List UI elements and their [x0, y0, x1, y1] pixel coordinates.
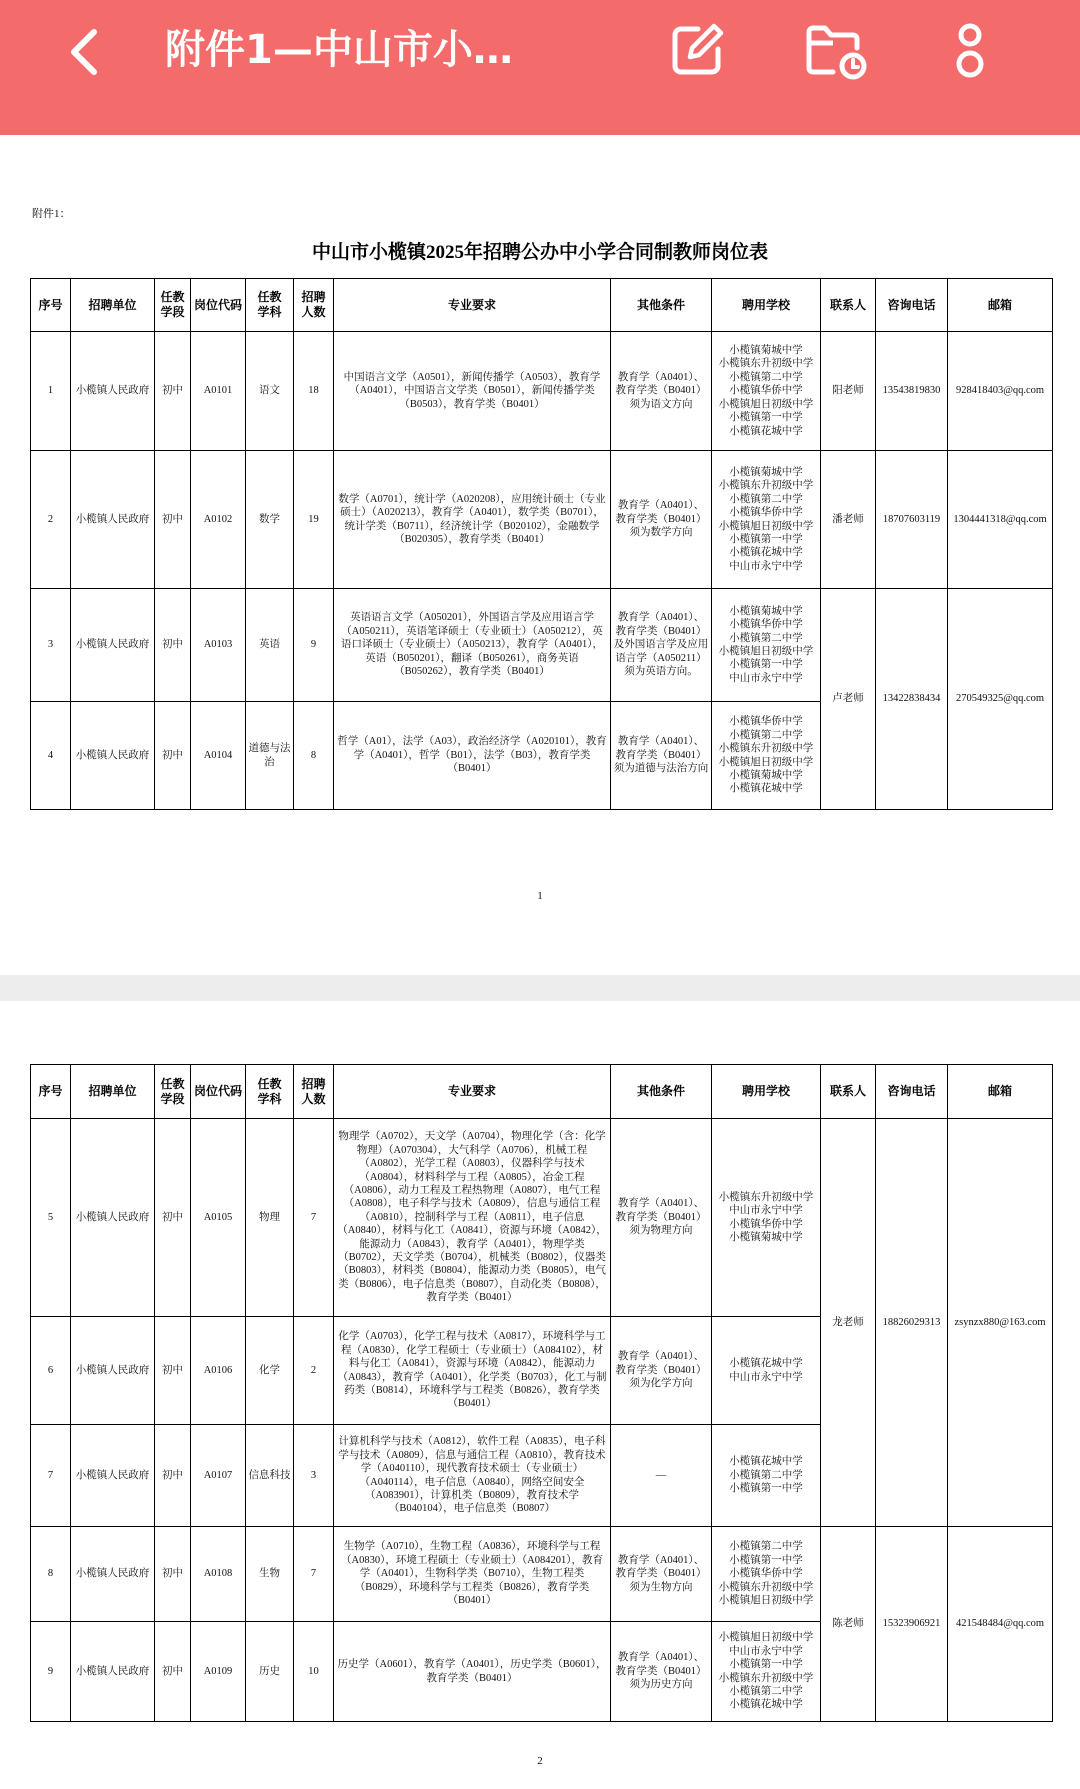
teaching-level: 初中 [155, 1425, 191, 1527]
school-item: 小榄镇菊城中学 [729, 769, 803, 781]
more-button[interactable] [954, 20, 986, 82]
teaching-subject: 历史 [246, 1622, 294, 1722]
hiring-schools [712, 1317, 821, 1425]
column-header-phone: 咨询电话 [876, 1065, 948, 1119]
school-item: 小榄镇菊城中学 [729, 1231, 803, 1243]
column-header-count: 招聘 人数 [294, 1065, 334, 1119]
recruiting-unit: 小榄镇人民政府 [71, 1119, 155, 1317]
major-requirements: 历史学（A0601），教育学（A0401），历史学类（B0601），教育学类（B0401） [334, 1622, 611, 1722]
school-item: 小榄镇花城中学 [729, 783, 803, 795]
position-code: A0109 [191, 1622, 246, 1722]
position-code: A0101 [191, 332, 246, 451]
position-code: A0102 [191, 451, 246, 589]
column-header-code: 岗位代码 [191, 1065, 246, 1119]
school-item: 小榄镇华侨中学 [729, 716, 803, 728]
page-separator [0, 975, 1080, 1001]
pdf-page-2 [0, 1001, 1080, 1789]
major-requirements: 生物学（A0710），生物工程（A0836），环境科学与工程（A0830），环境工程硕士（专业硕士）（A084201），教育学（A0401），生物科学类（B0710），生物工程类（B0829），环境科学与工程类（B0826），教育学类（B0401） [334, 1527, 611, 1622]
major-requirements: 计算机科学与技术（A0812），软件工程（A0835），电子科学与技术（A0809），信息与通信工程（A0810），教育技术学（A040110），现代教育技术硕士（专业硕士）（A040114），电子信息（A0840），网络空间安全（A083901），计算机类（B0809），教育技术学（B040104），电子信息类（B0807） [334, 1425, 611, 1527]
column-header-schools: 聘用学校 [712, 279, 821, 332]
teaching-subject: 道德与法治 [246, 702, 294, 810]
row-index: 8 [31, 1527, 71, 1622]
teaching-level: 初中 [155, 1622, 191, 1722]
position-code: A0108 [191, 1527, 246, 1622]
contact-person: 阳老师 [821, 332, 876, 451]
column-header-majors: 专业要求 [334, 1065, 611, 1119]
school-item: 小榄镇第二中学 [729, 1469, 803, 1481]
school-item: 小榄镇花城中学 [729, 425, 803, 437]
column-header-contact: 联系人 [821, 279, 876, 332]
row-index: 9 [31, 1622, 71, 1722]
school-item: 小榄镇菊城中学 [729, 466, 803, 478]
table-row [31, 1527, 1053, 1622]
position-code: A0107 [191, 1425, 246, 1527]
school-item: 小榄镇旭日初级中学 [718, 1632, 814, 1644]
back-arrow-icon [62, 26, 106, 78]
school-item: 小榄镇东升初级中学 [718, 1672, 814, 1684]
hiring-schools [712, 589, 821, 702]
school-item: 小榄镇旭日初级中学 [718, 646, 814, 657]
other-conditions: 教育学（A0401）、教育学类（B0401）须为语文方向 [611, 332, 712, 451]
major-requirements: 化学（A0703），化学工程与技术（A0817），环境科学与工程（A0830），化学工程硕士（专业硕士）（A084102），材料与化工（A0841），资源与环境（A0842），能源动力（A0843），教育学（A0401），化学类（B0703），化工与制药类（B0814），环境科学与工程类（B0826），教育学类（B0401） [334, 1317, 611, 1425]
contact-email: 270549325@qq.com [948, 589, 1053, 810]
column-header-phone: 咨询电话 [876, 279, 948, 332]
contact-person: 潘老师 [821, 451, 876, 589]
school-item: 小榄镇旭日初级中学 [718, 398, 814, 410]
other-conditions: 教育学（A0401）、教育学类（B0401）须为历史方向 [611, 1622, 712, 1722]
column-header-unit: 招聘单位 [71, 1065, 155, 1119]
table-row [31, 332, 1053, 451]
contact-phone: 18826029313 [876, 1119, 948, 1527]
teaching-subject: 物理 [246, 1119, 294, 1317]
row-index: 2 [31, 451, 71, 589]
school-item: 小榄镇第一中学 [729, 1554, 803, 1566]
contact-person: 陈老师 [821, 1527, 876, 1722]
school-item: 小榄镇花城中学 [729, 1456, 803, 1468]
column-header-other: 其他条件 [611, 1065, 712, 1119]
contact-phone: 15323906921 [876, 1527, 948, 1722]
positions-table-page-1 [30, 278, 1053, 810]
contact-phone: 13422838434 [876, 589, 948, 810]
school-item: 小榄镇东升初级中学 [718, 743, 814, 755]
column-header-count: 招聘 人数 [294, 279, 334, 332]
page-number: 2 [537, 1755, 543, 1767]
hiring-count: 8 [294, 702, 334, 810]
document-title: 附件1—中山市小… [165, 27, 513, 73]
column-header-level: 任教 学段 [155, 279, 191, 332]
hiring-count: 2 [294, 1317, 334, 1425]
column-header-index: 序号 [31, 279, 71, 332]
position-code: A0105 [191, 1119, 246, 1317]
school-item: 中山市永宁中学 [729, 1645, 803, 1657]
recruiting-unit: 小榄镇人民政府 [71, 589, 155, 702]
recruiting-unit: 小榄镇人民政府 [71, 332, 155, 451]
school-item: 小榄镇菊城中学 [729, 345, 803, 357]
school-item: 小榄镇第一中学 [729, 412, 803, 424]
school-item: 小榄镇旭日初级中学 [718, 1595, 814, 1607]
recruiting-unit: 小榄镇人民政府 [71, 1622, 155, 1722]
hiring-count: 10 [294, 1622, 334, 1722]
school-item: 小榄镇第一中学 [729, 1483, 803, 1495]
school-item: 小榄镇第二中学 [729, 371, 803, 383]
other-conditions: 教育学（A0401）、教育学类（B0401）须为道德与法治方向 [611, 702, 712, 810]
other-conditions: 教育学（A0401）、教育学类（B0401）须为数学方向 [611, 451, 712, 589]
teaching-level: 初中 [155, 332, 191, 451]
table-row [31, 451, 1053, 589]
contact-email: 421548484@qq.com [948, 1527, 1053, 1722]
school-item: 小榄镇华侨中学 [729, 1218, 803, 1230]
recruiting-unit: 小榄镇人民政府 [71, 1527, 155, 1622]
other-conditions: 教育学（A0401）、教育学类（B0401）须为化学方向 [611, 1317, 712, 1425]
other-conditions: 教育学（A0401）、教育学类（B0401）须为生物方向 [611, 1527, 712, 1622]
hiring-count: 9 [294, 589, 334, 702]
contact-person: 龙老师 [821, 1119, 876, 1527]
contact-email: 928418403@qq.com [948, 332, 1053, 451]
hiring-schools [712, 1622, 821, 1722]
teaching-level: 初中 [155, 589, 191, 702]
column-header-contact: 联系人 [821, 1065, 876, 1119]
row-index: 4 [31, 702, 71, 810]
page-number: 1 [537, 890, 543, 902]
school-item: 中山市永宁中学 [729, 560, 803, 572]
contact-phone: 18707603119 [876, 451, 948, 589]
teaching-subject: 生物 [246, 1527, 294, 1622]
column-header-majors: 专业要求 [334, 279, 611, 332]
recruiting-unit: 小榄镇人民政府 [71, 1425, 155, 1527]
column-header-subject: 任教 学科 [246, 1065, 294, 1119]
row-index: 5 [31, 1119, 71, 1317]
hiring-schools [712, 451, 821, 589]
school-item: 小榄镇东升初级中学 [718, 480, 814, 492]
hiring-count: 18 [294, 332, 334, 451]
hiring-schools [712, 1425, 821, 1527]
column-header-email: 邮箱 [948, 1065, 1053, 1119]
column-header-schools: 聘用学校 [712, 1065, 821, 1119]
recruiting-unit: 小榄镇人民政府 [71, 451, 155, 589]
column-header-unit: 招聘单位 [71, 279, 155, 332]
school-item: 小榄镇旭日初级中学 [718, 756, 814, 768]
hiring-count: 3 [294, 1425, 334, 1527]
position-code: A0103 [191, 589, 246, 702]
school-item: 小榄镇花城中学 [729, 1699, 803, 1711]
major-requirements: 英语语言文学（A050201），外国语言学及应用语言学（A050211），英语笔译硕士（专业硕士）（A050212），英语口译硕士（专业硕士）（A050213），教育学（A0401），英语（B050201），翻译（B050261），商务英语（B050262），教育学类（B0401） [334, 589, 611, 702]
position-code: A0104 [191, 702, 246, 810]
folder-button[interactable] [803, 22, 869, 82]
table-header-row [31, 1065, 1053, 1119]
pdf-page-1 [0, 135, 1080, 975]
row-index: 1 [31, 332, 71, 451]
school-item: 小榄镇第一中学 [729, 533, 803, 545]
table-header-row [31, 279, 1053, 332]
school-item: 小榄镇花城中学 [729, 547, 803, 559]
edit-icon [668, 21, 726, 79]
teaching-level: 初中 [155, 1119, 191, 1317]
hiring-count: 7 [294, 1527, 334, 1622]
hiring-schools [712, 1527, 821, 1622]
contact-email: zsynzx880@163.com [948, 1119, 1053, 1527]
other-conditions: 教育学（A0401）、教育学类（B0401）及外国语言学及应用语言学（A050211）须为英语方向。 [611, 589, 712, 702]
teaching-subject: 英语 [246, 589, 294, 702]
hiring-schools [712, 702, 821, 810]
school-item: 小榄镇第二中学 [729, 1685, 803, 1697]
school-item: 中山市永宁中学 [729, 672, 803, 684]
school-item: 小榄镇第二中学 [729, 729, 803, 741]
back-button[interactable] [62, 26, 106, 78]
contact-phone: 13543819830 [876, 332, 948, 451]
teaching-level: 初中 [155, 451, 191, 589]
teaching-subject: 语文 [246, 332, 294, 451]
column-header-level: 任教 学段 [155, 1065, 191, 1119]
other-conditions: — [611, 1425, 712, 1527]
school-item: 小榄镇华侨中学 [729, 385, 803, 397]
teaching-level: 初中 [155, 702, 191, 810]
school-item: 小榄镇花城中学 [729, 1358, 803, 1370]
other-conditions: 教育学（A0401）、教育学类（B0401）须为物理方向 [611, 1119, 712, 1317]
contact-person: 卢老师 [821, 589, 876, 810]
major-requirements: 哲学（A01），法学（A03），政治经济学（A020101），教育学（A0401），哲学（B01），法学（B03），教育学类（B0401） [334, 702, 611, 810]
app-bar [0, 0, 1080, 135]
school-item: 小榄镇华侨中学 [729, 507, 803, 519]
school-item: 中山市永宁中学 [729, 1371, 803, 1383]
major-requirements: 数学（A0701），统计学（A020208），应用统计硕士（专业硕士）（A020213），教育学（A0401），数学类（B0701），统计学类（B0711），经济统计学（B020102），金融数学（B020305），教育学类（B0401） [334, 451, 611, 589]
column-header-index: 序号 [31, 1065, 71, 1119]
school-item: 中山市永宁中学 [729, 1205, 803, 1217]
school-item: 小榄镇东升初级中学 [718, 1581, 814, 1593]
column-header-email: 邮箱 [948, 279, 1053, 332]
school-item: 小榄镇旭日初级中学 [718, 520, 814, 532]
school-item: 小榄镇东升初级中学 [718, 358, 814, 370]
school-item: 小榄镇第二中学 [729, 1541, 803, 1553]
hiring-schools [712, 1119, 821, 1317]
table-row [31, 589, 1053, 702]
teaching-subject: 信息科技 [246, 1425, 294, 1527]
row-index: 3 [31, 589, 71, 702]
school-item: 小榄镇第二中学 [729, 493, 803, 505]
column-header-subject: 任教 学科 [246, 279, 294, 332]
table-title: 中山市小榄镇2025年招聘公办中小学合同制教师岗位表 [311, 242, 768, 263]
row-index: 6 [31, 1317, 71, 1425]
recruiting-unit: 小榄镇人民政府 [71, 1317, 155, 1425]
school-item: 小榄镇第二中学 [729, 632, 803, 644]
school-item: 小榄镇菊城中学 [729, 605, 803, 617]
hiring-count: 7 [294, 1119, 334, 1317]
contact-email: 1304441318@qq.com [948, 451, 1053, 589]
major-requirements: 中国语言文学（A0501），新闻传播学（A0503），教育学（A0401），中国语言文学类（B0501），新闻传播学类（B0503），教育学类（B0401） [334, 332, 611, 451]
hiring-count: 19 [294, 451, 334, 589]
school-item: 小榄镇东升初级中学 [718, 1191, 814, 1203]
teaching-level: 初中 [155, 1527, 191, 1622]
table-row [31, 1119, 1053, 1317]
column-header-other: 其他条件 [611, 279, 712, 332]
column-header-code: 岗位代码 [191, 279, 246, 332]
position-code: A0106 [191, 1317, 246, 1425]
hiring-schools [712, 332, 821, 451]
more-icon [954, 20, 986, 82]
major-requirements: 物理学（A0702），天文学（A0704），物理化学（含：化学物理）（A070304），大气科学（A0706），机械工程（A0802），光学工程（A0803），仪器科学与技术（A0804），材料科学与工程（A0805），冶金工程（A0806），动力工程及工程热物理（A0807），电气工程（A0808），电子科学与技术（A0809），信息与通信工程（A0810），控制科学与工程（A0811），电子信息（A0840），材料与化工（A0841），资源与环境（A0842），能源动力（A0843），教育学（A0401），物理学类（B0702），天文学类（B0704），机械类（B0802），仪器类（B0803），材料类（B0804），能源动力类（B0805），电气类（B0806），电子信息类（B0807），自动化类（B0808），教育学类（B0401） [334, 1119, 611, 1317]
row-index: 7 [31, 1425, 71, 1527]
attachment-label: 附件1： [32, 208, 71, 220]
recruiting-unit: 小榄镇人民政府 [71, 702, 155, 810]
school-item: 小榄镇华侨中学 [729, 619, 803, 631]
school-item: 小榄镇第一中学 [729, 1659, 803, 1671]
teaching-subject: 化学 [246, 1317, 294, 1425]
teaching-subject: 数学 [246, 451, 294, 589]
edit-button[interactable] [668, 21, 726, 79]
positions-table-page-2 [30, 1064, 1053, 1722]
school-item: 小榄镇第一中学 [729, 659, 803, 671]
school-item: 小榄镇华侨中学 [729, 1568, 803, 1580]
folder-clock-icon [803, 22, 869, 82]
teaching-level: 初中 [155, 1317, 191, 1425]
